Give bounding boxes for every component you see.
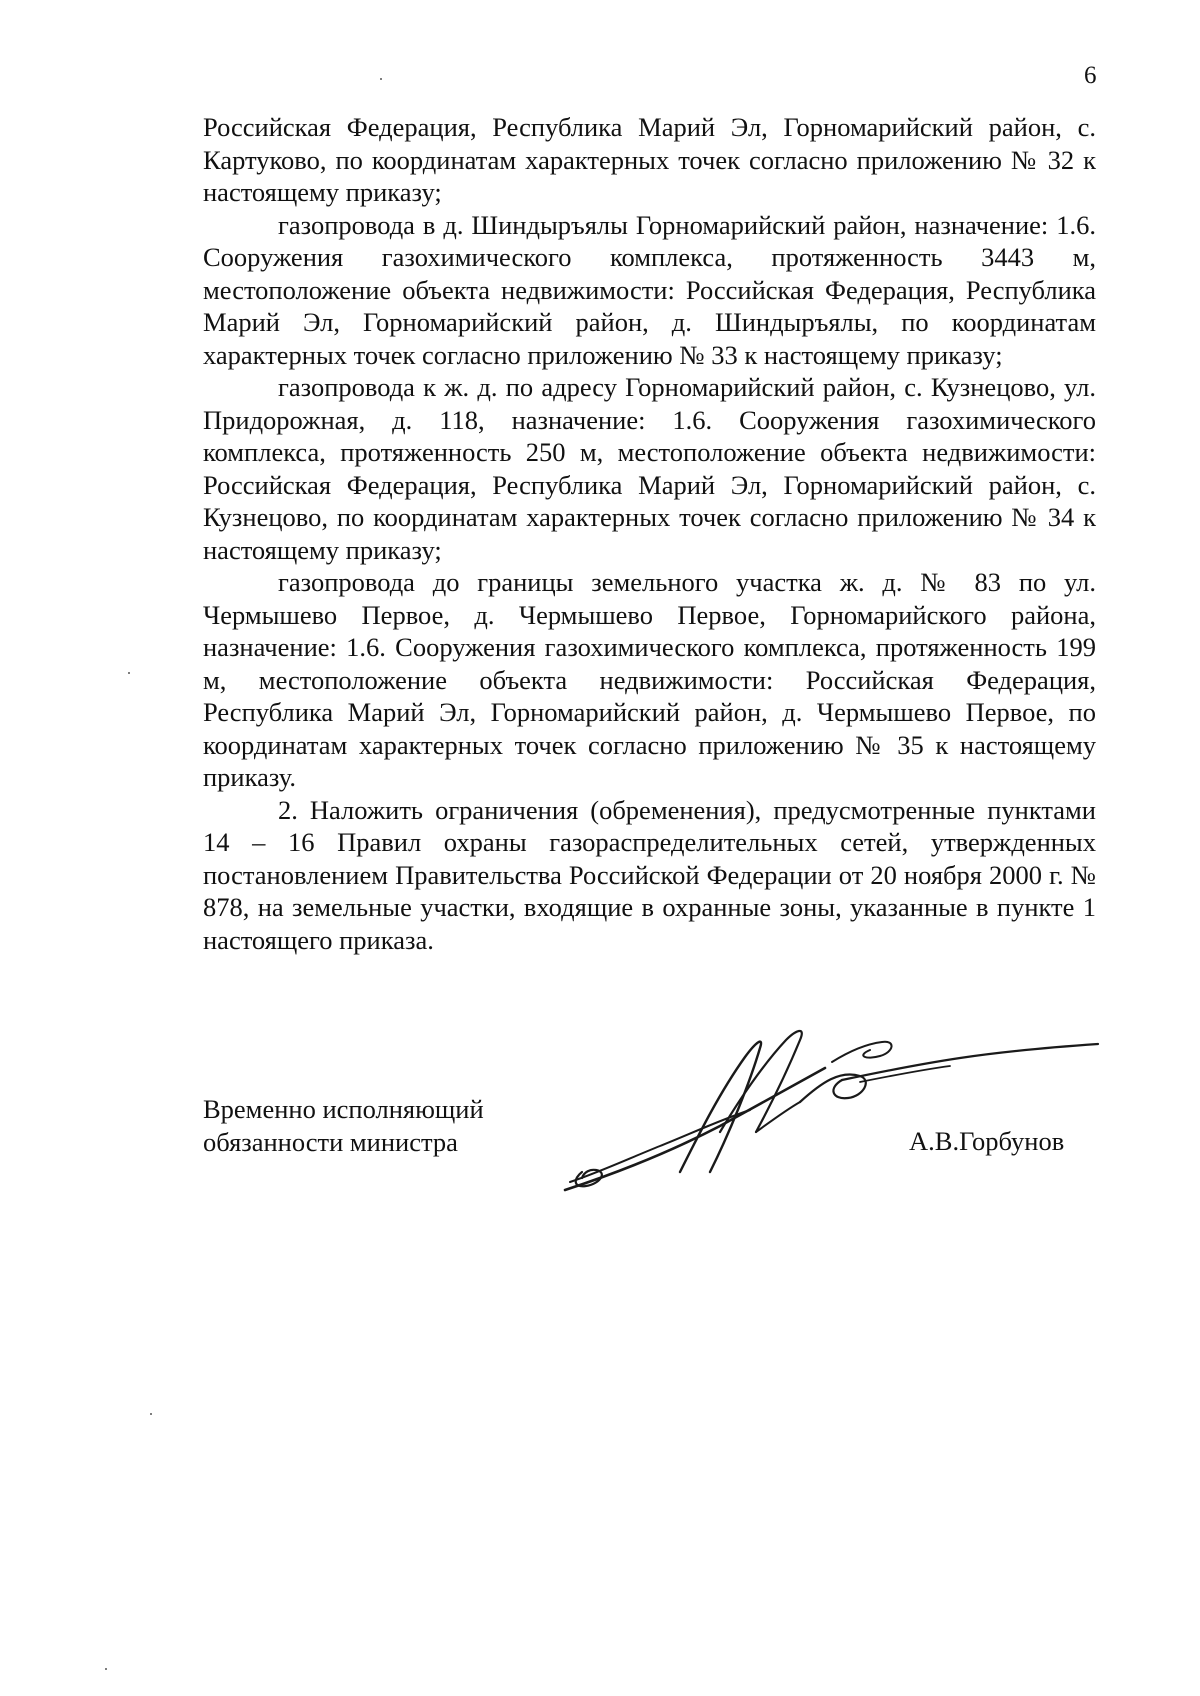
- document-body: [203, 111, 1096, 956]
- scan-speck: [380, 78, 382, 80]
- scan-speck: [128, 672, 130, 674]
- handwritten-signature-image: [560, 1022, 1100, 1192]
- signer-name: А.В.Горбунов: [909, 1126, 1065, 1156]
- page-number: 6: [1084, 62, 1097, 89]
- signer-position-line-1: Временно исполняющий: [203, 1094, 484, 1124]
- paragraph-gas-pipeline-chermyshevo: газопровода до границы земельного участка ж. д. № 83 по ул. Чермышево Первое, д. Чермышево Первое, Горномарийского района, назначение: 1.6. Сооружения газохимического комплекса, протяженность 199 м, местоположение объекта недвижимости: Российская Федерация, Республика Марий Эл, Горномарийский район, д. Чермышево Первое, по координатам характерных точек согласно приложению № 35 к настоящему приказу.: [203, 567, 1096, 792]
- scan-speck: [105, 1668, 107, 1670]
- paragraph-gas-pipeline-kuznetsovo: газопровода к ж. д. по адресу Горномарийский район, с. Кузнецово, ул. Придорожная, д. 118, назначение: 1.6. Сооружения газохимического комплекса, протяженность 250 м, местоположение объекта недвижимости: Российская Федерация, Республика Марий Эл, Горномарийский район, с. Кузнецово, по координатам характерных точек согласно приложению № 34 к настоящему приказу;: [203, 372, 1096, 565]
- paragraph-item-2-restrictions: 2. Наложить ограничения (обременения), предусмотренные пунктами 14 – 16 Правил охраны газораспределительных сетей, утвержденных постановлением Правительства Российской Федерации от 20 ноября 2000 г. № 878, на земельные участки, входящие в охранные зоны, указанные в пункте 1 настоящего приказа.: [203, 794, 1096, 955]
- signer-position-line-2: обязанности министра: [203, 1127, 458, 1157]
- signer-position: [203, 1093, 484, 1159]
- scan-speck: [150, 1413, 152, 1415]
- paragraph-gas-pipeline-shindyryaly: газопровода в д. Шиндыръялы Горномарийский район, назначение: 1.6. Сооружения газохимического комплекса, протяженность 3443 м, местоположение объекта недвижимости: Российская Федерация, Республика Марий Эл, Горномарийский район, д. Шиндыръялы, по координатам характерных точек согласно приложению № 33 к настоящему приказу;: [203, 209, 1096, 370]
- paragraph-continuation: Российская Федерация, Республика Марий Эл, Горномарийский район, с. Картуково, по координатам характерных точек согласно приложению № 32 к настоящему приказу;: [203, 112, 1096, 207]
